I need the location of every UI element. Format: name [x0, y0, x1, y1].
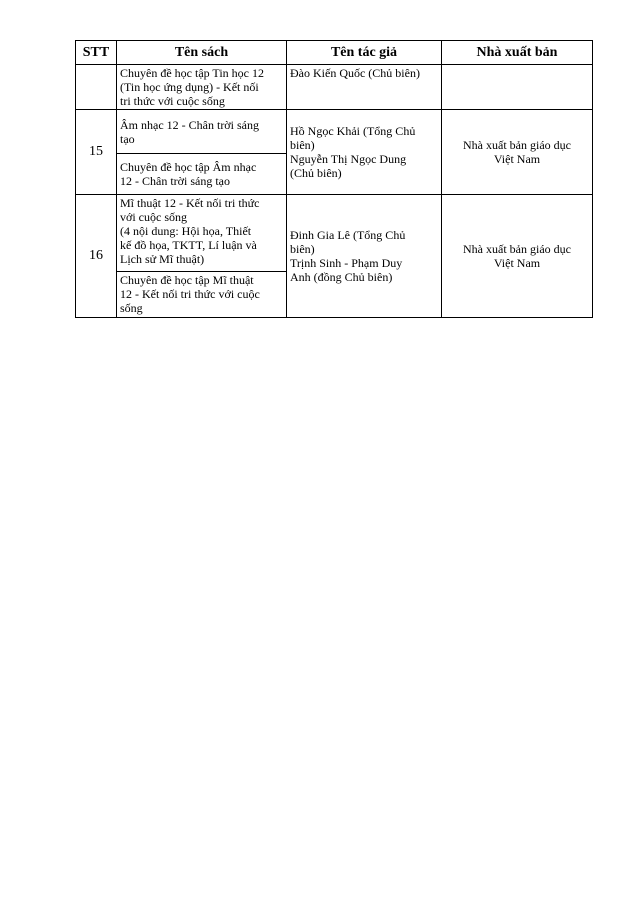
books-table — [75, 40, 593, 318]
book-title-line: với cuộc sống — [120, 210, 188, 224]
author-line: (Chủ biên) — [290, 166, 342, 180]
book-title-line: Chuyên đề học tập Tin học 12 — [120, 66, 264, 80]
book-title-line: Âm nhạc 12 - Chân trời sáng — [120, 117, 259, 132]
header-author: Tên tác giả — [287, 41, 442, 65]
table-row — [76, 65, 593, 110]
header-book-title: Tên sách — [117, 41, 287, 65]
book-title-line: 12 - Chân trời sáng tạo — [120, 174, 230, 188]
book-title-line: kế đồ họa, TKTT, Lí luận và — [120, 238, 257, 252]
book-title-line: (4 nội dung: Hội họa, Thiết — [120, 224, 252, 238]
stt-cell: 16 — [76, 195, 117, 318]
book-title-cell — [117, 154, 287, 195]
book-title-line: Lịch sử Mĩ thuật) — [120, 252, 205, 266]
table-row — [76, 110, 593, 154]
author-cell — [287, 110, 442, 195]
table-row — [76, 195, 593, 272]
book-title-line: Chuyên đề học tập Mĩ thuật — [120, 273, 254, 287]
author-line: Hồ Ngọc Khải (Tổng Chủ — [290, 124, 416, 138]
book-title-cell — [117, 110, 287, 154]
author-line: Nguyễn Thị Ngọc Dung — [290, 152, 407, 166]
author-cell — [287, 65, 442, 110]
author-line: Trịnh Sinh - Phạm Duy — [290, 256, 403, 270]
author-line: Đào Kiến Quốc (Chủ biên) — [290, 66, 420, 80]
header-publisher: Nhà xuất bản — [442, 41, 593, 65]
author-line: Đinh Gia Lê (Tổng Chủ — [290, 228, 406, 242]
publisher-cell — [442, 195, 593, 318]
book-title-line: (Tin học ứng dụng) - Kết nối — [120, 80, 259, 94]
book-title-line: Mĩ thuật 12 - Kết nối tri thức — [120, 196, 260, 210]
author-line: biên) — [290, 138, 315, 152]
book-title-line: 12 - Kết nối tri thức với cuộc — [120, 287, 260, 301]
author-line: biên) — [290, 242, 315, 256]
stt-cell: 15 — [76, 110, 117, 195]
book-title-line: Chuyên đề học tập Âm nhạc — [120, 160, 257, 174]
header-row — [76, 41, 593, 65]
publisher-line: Nhà xuất bản giáo dục — [463, 242, 571, 256]
publisher-cell — [442, 110, 593, 195]
publisher-line: Việt Nam — [493, 256, 541, 270]
book-title-line: tạo — [120, 131, 135, 146]
stt-cell — [76, 65, 117, 110]
author-cell — [287, 195, 442, 318]
header-stt: STT — [76, 41, 117, 65]
book-title-line: sống — [120, 301, 143, 315]
publisher-cell — [442, 65, 593, 110]
author-line: Anh (đồng Chủ biên) — [290, 270, 393, 284]
publisher-line: Nhà xuất bản giáo dục — [463, 138, 571, 152]
book-title-cell — [117, 195, 287, 272]
book-title-cell — [117, 65, 287, 110]
publisher-line: Việt Nam — [493, 152, 541, 166]
book-title-cell — [117, 272, 287, 318]
book-title-line: tri thức với cuộc sống — [120, 94, 225, 108]
